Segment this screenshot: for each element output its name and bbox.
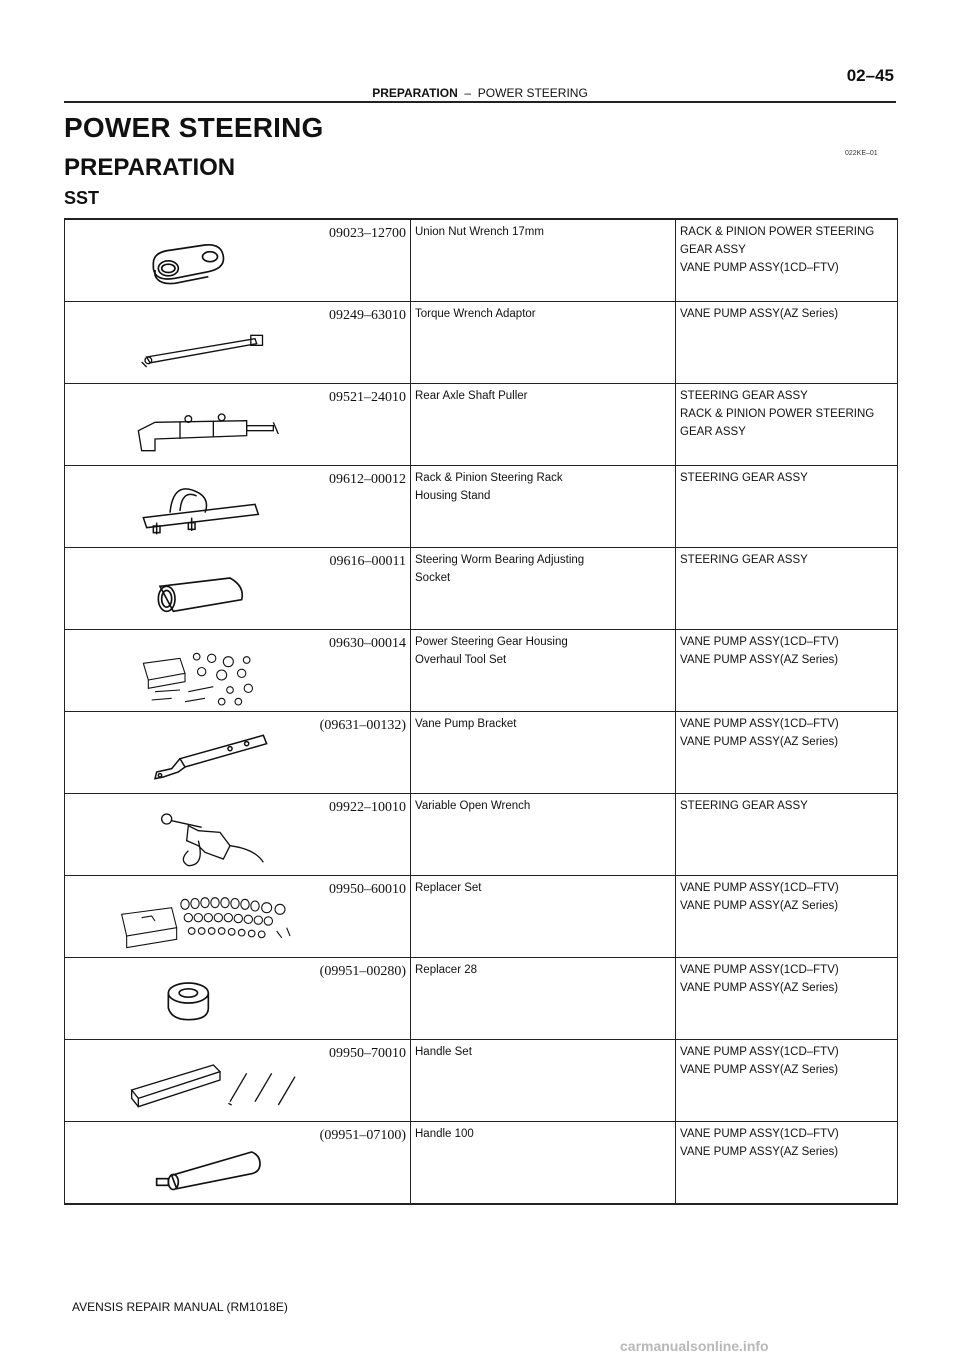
part-number: 09616–00011: [329, 554, 406, 569]
table-row: [65, 630, 898, 712]
tool-use-cell: [676, 794, 898, 876]
tool-name-line: Rear Axle Shaft Puller: [415, 390, 528, 402]
socket-icon: [105, 560, 305, 626]
tool-use-cell: [676, 219, 898, 302]
part-number: 09023–12700: [329, 226, 406, 241]
part-number: (09951–00280): [319, 964, 406, 979]
table-row: [65, 1040, 898, 1122]
tool-use-cell: [676, 384, 898, 466]
housing-stand-icon: [105, 478, 305, 544]
tool-name-cell: [411, 712, 676, 794]
tool-use-cell: [676, 466, 898, 548]
tool-use-line: VANE PUMP ASSY(1CD–FTV): [680, 882, 839, 894]
tool-use-line: VANE PUMP ASSY(1CD–FTV): [680, 1046, 839, 1058]
tool-use-line: GEAR ASSY: [680, 244, 746, 256]
page-number: 02–45: [846, 66, 894, 85]
header-section: PREPARATION: [372, 86, 458, 100]
tool-name-line: Torque Wrench Adaptor: [415, 308, 536, 320]
table-row: [65, 384, 898, 466]
tool-name-line: Rack & Pinion Steering Rack: [415, 472, 563, 484]
tool-use-line: VANE PUMP ASSY(AZ Series): [680, 1064, 839, 1076]
tool-illustration-cell: [65, 302, 411, 384]
tool-name-cell: [411, 219, 676, 302]
table-row: [65, 302, 898, 384]
part-number: 09612–00012: [329, 472, 406, 487]
tool-name-line: Variable Open Wrench: [415, 800, 531, 812]
tool-name-line: Handle 100: [415, 1128, 474, 1140]
tool-name-line: Replacer Set: [415, 882, 482, 894]
tool-illustration-cell: [65, 548, 411, 630]
tool-use-cell: [676, 876, 898, 958]
tool-use-line: RACK & PINION POWER STEERING: [680, 408, 875, 420]
tool-use-cell: [676, 548, 898, 630]
page-subtitle: PREPARATION: [64, 154, 236, 181]
table-row: [65, 219, 898, 302]
tool-name-cell: [411, 384, 676, 466]
table-row: [65, 548, 898, 630]
tool-name-cell: [411, 794, 676, 876]
table-row: [65, 1122, 898, 1205]
table-row: [65, 958, 898, 1040]
part-number: (09951–07100): [319, 1128, 406, 1143]
sst-table: [64, 218, 898, 1205]
header-separator: –: [464, 86, 472, 100]
tool-use-line: STEERING GEAR ASSY: [680, 554, 808, 566]
table-row: [65, 876, 898, 958]
part-number: 09922–10010: [329, 800, 406, 815]
tool-use-line: VANE PUMP ASSY(AZ Series): [680, 654, 839, 666]
tool-name-line: Handle Set: [415, 1046, 472, 1058]
tool-use-line: STEERING GEAR ASSY: [680, 800, 808, 812]
tool-illustration-cell: [65, 219, 411, 302]
tool-name-cell: [411, 466, 676, 548]
tool-illustration-cell: [65, 384, 411, 466]
tool-use-line: VANE PUMP ASSY(1CD–FTV): [680, 718, 839, 730]
running-header: [0, 86, 960, 100]
table-row: [65, 794, 898, 876]
tool-name-cell: [411, 630, 676, 712]
tool-use-cell: [676, 630, 898, 712]
tool-use-line: VANE PUMP ASSY(AZ Series): [680, 736, 839, 748]
tool-use-cell: [676, 1122, 898, 1205]
tool-use-line: VANE PUMP ASSY(AZ Series): [680, 900, 839, 912]
tool-illustration-cell: [65, 958, 411, 1040]
table-row: [65, 712, 898, 794]
tool-use-cell: [676, 712, 898, 794]
tool-name-cell: [411, 1122, 676, 1205]
part-number: 09950–70010: [329, 1046, 406, 1061]
tool-use-line: STEERING GEAR ASSY: [680, 390, 808, 402]
tool-illustration-cell: [65, 630, 411, 712]
tool-use-line: VANE PUMP ASSY(1CD–FTV): [680, 964, 839, 976]
tool-name-line: Union Nut Wrench 17mm: [415, 226, 544, 238]
tool-use-line: STEERING GEAR ASSY: [680, 472, 808, 484]
tool-illustration-cell: [65, 1122, 411, 1205]
union-nut-wrench-icon: [105, 232, 305, 298]
page-title: POWER STEERING: [64, 112, 324, 143]
tool-name-cell: [411, 958, 676, 1040]
handle-set-icon: [105, 1052, 305, 1118]
tool-name-line: Vane Pump Bracket: [415, 718, 517, 730]
part-number: (09631–00132): [319, 718, 406, 733]
section-label: SST: [64, 188, 100, 208]
tool-use-line: VANE PUMP ASSY(1CD–FTV): [680, 262, 839, 274]
tool-name-line: Housing Stand: [415, 490, 491, 502]
tool-name-line: Power Steering Gear Housing: [415, 636, 568, 648]
header-rule: [64, 101, 896, 103]
replacer-ring-icon: [105, 970, 305, 1036]
tool-illustration-cell: [65, 1040, 411, 1122]
axle-shaft-puller-icon: [105, 396, 305, 462]
tool-name-line: Overhaul Tool Set: [415, 654, 507, 666]
tool-use-line: VANE PUMP ASSY(AZ Series): [680, 982, 839, 994]
tool-name-line: Steering Worm Bearing Adjusting: [415, 554, 585, 566]
footer: AVENSIS REPAIR MANUAL (RM1018E): [72, 1300, 288, 1314]
tool-set-icon: [105, 642, 305, 708]
part-number: 09249–63010: [329, 308, 406, 323]
tool-name-cell: [411, 548, 676, 630]
part-number: 09521–24010: [329, 390, 406, 405]
table-row: [65, 466, 898, 548]
tool-use-cell: [676, 1040, 898, 1122]
watermark: carmanualsonline.info: [620, 1338, 769, 1354]
replacer-set-icon: [105, 888, 305, 954]
header-subsection: POWER STEERING: [477, 86, 588, 100]
tool-use-cell: [676, 958, 898, 1040]
tool-name-cell: [411, 1040, 676, 1122]
tool-name-cell: [411, 876, 676, 958]
tool-use-line: VANE PUMP ASSY(AZ Series): [680, 1146, 839, 1158]
tool-illustration-cell: [65, 712, 411, 794]
tool-use-line: RACK & PINION POWER STEERING: [680, 226, 875, 238]
tool-name-line: Socket: [415, 572, 451, 584]
tool-use-line: VANE PUMP ASSY(AZ Series): [680, 308, 839, 320]
tool-use-line: VANE PUMP ASSY(1CD–FTV): [680, 1128, 839, 1140]
tool-name-cell: [411, 302, 676, 384]
part-number: 09950–60010: [329, 882, 406, 897]
pump-bracket-icon: [105, 724, 305, 790]
tool-illustration-cell: [65, 794, 411, 876]
doc-code: 022KE–01: [845, 150, 878, 157]
tool-use-line: GEAR ASSY: [680, 426, 746, 438]
open-wrench-icon: [105, 806, 305, 872]
part-number: 09630–00014: [329, 636, 406, 651]
tool-use-line: VANE PUMP ASSY(1CD–FTV): [680, 636, 839, 648]
tool-illustration-cell: [65, 466, 411, 548]
tool-use-cell: [676, 302, 898, 384]
tool-name-line: Replacer 28: [415, 964, 478, 976]
handle-icon: [105, 1134, 305, 1200]
tool-illustration-cell: [65, 876, 411, 958]
torque-wrench-adaptor-icon: [105, 314, 305, 380]
